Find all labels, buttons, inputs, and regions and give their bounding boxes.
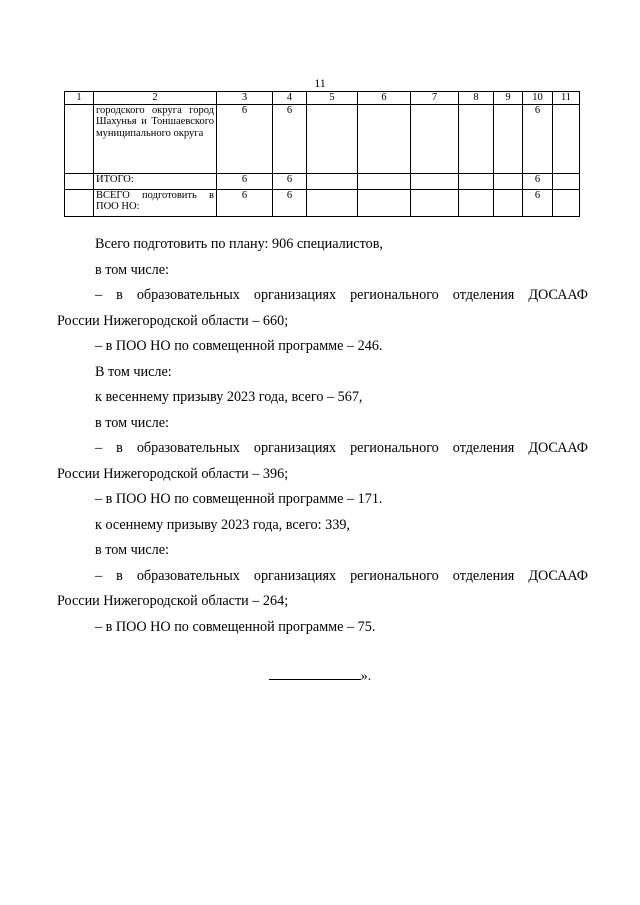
table-cell: 6 bbox=[273, 189, 307, 216]
header-cell: 3 bbox=[217, 92, 273, 105]
paragraph: – в ПОО НО по совмещенной программе – 246. bbox=[95, 338, 383, 354]
specialists-table bbox=[64, 91, 580, 217]
table-cell bbox=[459, 189, 494, 216]
header-cell: 11 bbox=[553, 92, 580, 105]
header-cell: 5 bbox=[307, 92, 358, 105]
page-number: 11 bbox=[314, 76, 326, 90]
table-cell bbox=[411, 173, 459, 189]
table-cell bbox=[307, 104, 358, 173]
header-cell: 6 bbox=[358, 92, 411, 105]
table-cell bbox=[358, 189, 411, 216]
table-cell bbox=[494, 189, 523, 216]
table-cell-name: городского округа город Шахунья и Тоншаевского муниципального округа bbox=[94, 104, 217, 173]
paragraph: – в образовательных организациях регионального отделения ДОСААФ bbox=[95, 567, 588, 584]
table-cell: 6 bbox=[217, 173, 273, 189]
table-row bbox=[65, 173, 580, 189]
paragraph: России Нижегородской области – 264; bbox=[57, 593, 289, 609]
table-cell bbox=[358, 173, 411, 189]
paragraph: В том числе: bbox=[95, 363, 172, 380]
header-cell: 8 bbox=[459, 92, 494, 105]
table-cell bbox=[553, 104, 580, 173]
paragraph: – в ПОО НО по совмещенной программе – 75. bbox=[95, 618, 376, 635]
table-cell bbox=[358, 104, 411, 173]
table-header-row bbox=[65, 92, 580, 105]
table-cell: 6 bbox=[523, 173, 553, 189]
header-cell: 2 bbox=[94, 92, 217, 105]
table-cell: 6 bbox=[273, 104, 307, 173]
body-text bbox=[57, 232, 588, 640]
table-cell-name: ИТОГО: bbox=[94, 173, 217, 189]
table-cell bbox=[553, 173, 580, 189]
paragraph: России Нижегородской области – 396; bbox=[57, 465, 289, 482]
header-cell: 4 bbox=[273, 92, 307, 105]
paragraph: Всего подготовить по плану: 906 специалистов, bbox=[95, 236, 383, 252]
table-row bbox=[65, 189, 580, 216]
table-cell bbox=[459, 104, 494, 173]
table-cell bbox=[411, 104, 459, 173]
table-cell bbox=[494, 104, 523, 173]
header-cell: 7 bbox=[411, 92, 459, 105]
table-cell bbox=[65, 173, 94, 189]
table-cell bbox=[553, 189, 580, 216]
table-cell bbox=[411, 189, 459, 216]
header-cell: 10 bbox=[523, 92, 553, 105]
table-cell bbox=[307, 173, 358, 189]
closing-line bbox=[0, 667, 640, 685]
table-cell bbox=[459, 173, 494, 189]
table-cell-name: ВСЕГО подготовить в ПОО НО: bbox=[94, 189, 217, 216]
paragraph: России Нижегородской области – 660; bbox=[57, 312, 289, 329]
paragraph: – в ПОО НО по совмещенной программе – 171. bbox=[95, 491, 383, 507]
table-cell: 6 bbox=[523, 189, 553, 216]
table-cell: 6 bbox=[217, 104, 273, 173]
paragraph: в том числе: bbox=[95, 414, 169, 431]
table-cell: 6 bbox=[523, 104, 553, 173]
table-cell bbox=[65, 104, 94, 173]
paragraph: в том числе: bbox=[95, 261, 169, 278]
header-cell: 1 bbox=[65, 92, 94, 105]
paragraph: к весеннему призыву 2023 года, всего – 567, bbox=[95, 389, 363, 405]
table-cell: 6 bbox=[217, 189, 273, 216]
table-row bbox=[65, 104, 580, 173]
signature-underline bbox=[269, 667, 361, 680]
table-cell bbox=[494, 173, 523, 189]
table-cell bbox=[307, 189, 358, 216]
closing-quote: ». bbox=[360, 669, 372, 684]
paragraph: в том числе: bbox=[95, 542, 169, 558]
header-cell: 9 bbox=[494, 92, 523, 105]
paragraph: – в образовательных организациях регионального отделения ДОСААФ bbox=[95, 440, 588, 456]
table-cell bbox=[65, 189, 94, 216]
paragraph: к осеннему призыву 2023 года, всего: 339, bbox=[95, 516, 350, 533]
paragraph: – в образовательных организациях регионального отделения ДОСААФ bbox=[95, 287, 588, 303]
table-cell: 6 bbox=[273, 173, 307, 189]
